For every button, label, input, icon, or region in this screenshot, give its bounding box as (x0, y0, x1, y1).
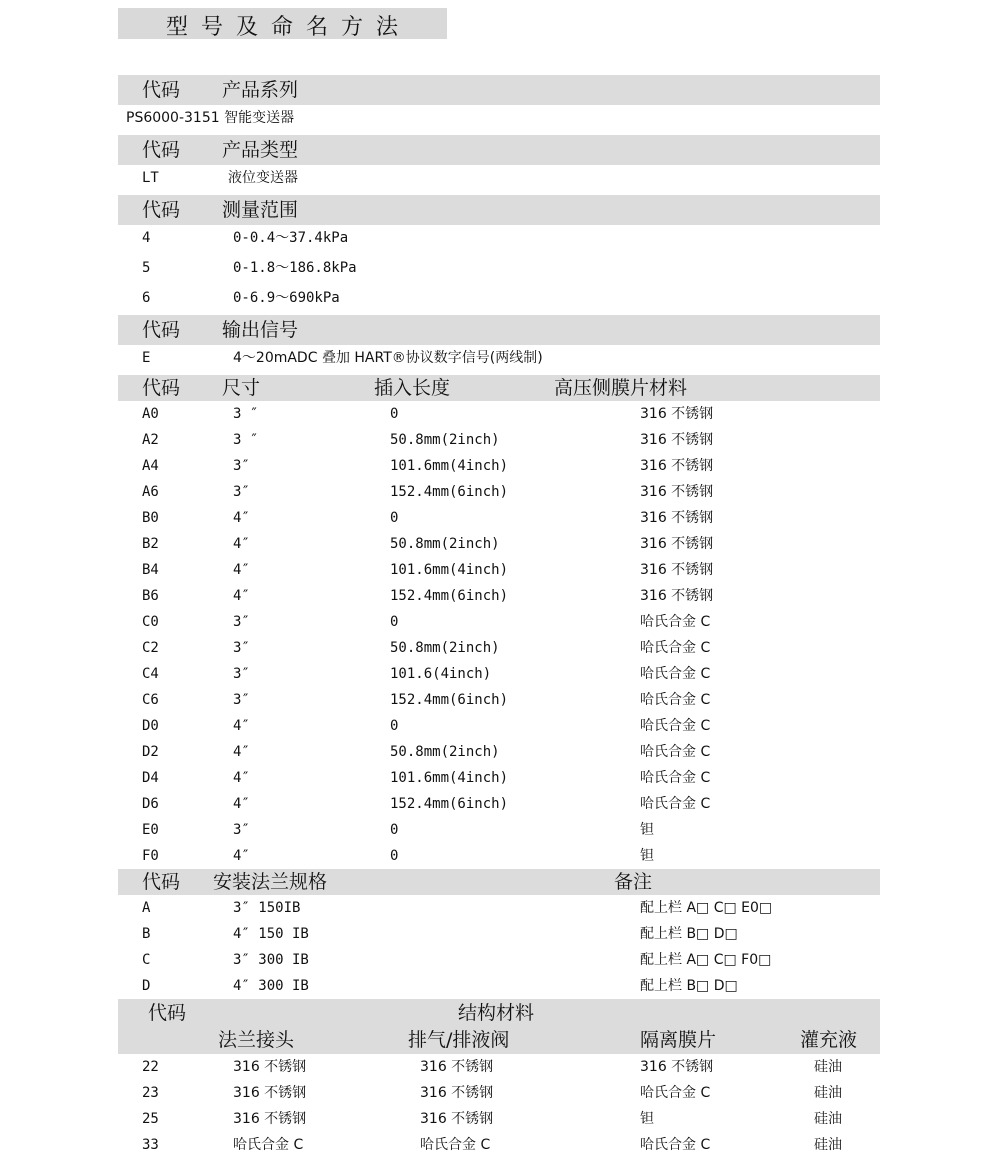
section-header-product-series (118, 75, 880, 105)
table-row (118, 479, 880, 505)
row-depth: 0 (390, 822, 399, 838)
table-row (118, 921, 880, 947)
table-row (118, 687, 880, 713)
header-flange: 法兰接头 (218, 1029, 295, 1051)
row-code: B (142, 926, 151, 942)
header-code: 代码 (142, 79, 181, 101)
row-depth: 152.4mm(6inch) (390, 588, 509, 604)
row-size: 3″ (233, 484, 250, 500)
row-size: 3″ (233, 692, 250, 708)
row-code: B6 (142, 588, 159, 604)
row-material: 316 不锈钢 (640, 588, 714, 604)
row-material: 316 不锈钢 (640, 484, 714, 500)
page-title-bar (118, 8, 447, 39)
row-code: 23 (142, 1085, 159, 1101)
row-depth: 0 (390, 510, 399, 526)
row-code: C6 (142, 692, 159, 708)
row-depth: 101.6mm(4inch) (390, 770, 509, 786)
row-fill: 硅油 (814, 1137, 842, 1153)
section-header-structure (118, 999, 880, 1054)
row-code: D2 (142, 744, 159, 760)
section-header-flange (118, 869, 880, 895)
row-depth: 101.6(4inch) (390, 666, 492, 682)
header-code: 代码 (142, 319, 181, 341)
table-row (118, 947, 880, 973)
row-material: 316 不锈钢 (640, 458, 714, 474)
section-header-output (118, 315, 880, 345)
row-code: A0 (142, 406, 159, 422)
section-header-range (118, 195, 880, 225)
row-spec: 4″ 150 IB (233, 926, 309, 942)
table-row (118, 713, 880, 739)
table-row (118, 661, 880, 687)
row-code: 6 (142, 290, 151, 306)
row-depth: 50.8mm(2inch) (390, 536, 500, 552)
row-material: 钽 (640, 848, 654, 864)
row-material: 哈氏合金 C (640, 666, 711, 682)
row-depth: 101.6mm(4inch) (390, 458, 509, 474)
header-name: 输出信号 (222, 319, 299, 341)
table-row (118, 895, 880, 921)
row-material: 哈氏合金 C (640, 796, 711, 812)
row-code: C (142, 952, 151, 968)
table-row (118, 843, 880, 869)
row-code: F0 (142, 848, 159, 864)
row-vent: 316 不锈钢 (420, 1059, 494, 1075)
table-row (118, 1132, 880, 1158)
row-diaphragm: 钽 (640, 1111, 654, 1127)
row-code: E (142, 350, 151, 366)
row-code: LT (142, 170, 159, 186)
header-name: 产品系列 (222, 79, 299, 101)
row-code: B0 (142, 510, 159, 526)
table-row (118, 165, 880, 191)
header-code: 代码 (142, 871, 181, 893)
row-size: 3″ (233, 614, 250, 630)
row-code: 5 (142, 260, 151, 276)
row-code: A (142, 900, 151, 916)
row-code: 22 (142, 1059, 159, 1075)
table-row (118, 531, 880, 557)
row-depth: 50.8mm(2inch) (390, 744, 500, 760)
header-code: 代码 (142, 199, 181, 221)
row-size: 4″ (233, 744, 250, 760)
row-spec: 3″ 150IB (233, 900, 301, 916)
row-material: 316 不锈钢 (640, 562, 714, 578)
table-row (118, 973, 880, 999)
row-code: B4 (142, 562, 159, 578)
header-size: 尺寸 (222, 377, 261, 399)
row-depth: 101.6mm(4inch) (390, 562, 509, 578)
row-code: D4 (142, 770, 159, 786)
row-size: 3″ (233, 640, 250, 656)
row-size: 3″ (233, 666, 250, 682)
row-material: 哈氏合金 C (640, 770, 711, 786)
row-note: 配上栏 A□ C□ F0□ (640, 952, 772, 968)
row-depth: 0 (390, 614, 399, 630)
header-name: 安装法兰规格 (213, 871, 328, 893)
header-note: 备注 (614, 871, 653, 893)
row-size: 4″ (233, 510, 250, 526)
row-fill: 硅油 (814, 1059, 842, 1075)
row-material: 316 不锈钢 (640, 432, 714, 448)
row-code: D6 (142, 796, 159, 812)
row-code: E0 (142, 822, 159, 838)
row-spec: 4″ 300 IB (233, 978, 309, 994)
row-code: A2 (142, 432, 159, 448)
row-flange: 316 不锈钢 (233, 1059, 307, 1075)
row-depth: 0 (390, 406, 399, 422)
row-text: PS6000-3151 智能变送器 (126, 110, 295, 126)
table-row (118, 739, 880, 765)
row-spec: 3″ 300 IB (233, 952, 309, 968)
row-size: 4″ (233, 562, 250, 578)
table-row (118, 1080, 880, 1106)
row-code: 4 (142, 230, 151, 246)
row-depth: 50.8mm(2inch) (390, 432, 500, 448)
row-code: 33 (142, 1137, 159, 1153)
row-size: 3″ (233, 458, 250, 474)
row-size: 4″ (233, 718, 250, 734)
row-desc: 0-1.8～186.8kPa (233, 260, 357, 276)
table-row (118, 817, 880, 843)
table-row (118, 609, 880, 635)
row-size: 3″ (233, 822, 250, 838)
row-depth: 152.4mm(6inch) (390, 484, 509, 500)
row-code: A6 (142, 484, 159, 500)
row-size: 4″ (233, 770, 250, 786)
row-material: 哈氏合金 C (640, 640, 711, 656)
row-size: 4″ (233, 848, 250, 864)
header-code: 代码 (142, 377, 181, 399)
table-row (118, 765, 880, 791)
table-row (118, 105, 880, 131)
row-material: 316 不锈钢 (640, 536, 714, 552)
header-material: 高压侧膜片材料 (554, 377, 688, 399)
row-material: 哈氏合金 C (640, 692, 711, 708)
row-desc: 0-0.4～37.4kPa (233, 230, 349, 246)
row-depth: 0 (390, 718, 399, 734)
table-row (118, 583, 880, 609)
row-code: 25 (142, 1111, 159, 1127)
row-note: 配上栏 B□ D□ (640, 978, 738, 994)
table-row (118, 225, 880, 251)
row-flange: 316 不锈钢 (233, 1111, 307, 1127)
header-fill: 灌充液 (800, 1029, 858, 1051)
table-row (118, 345, 880, 371)
row-size: 3 ″ (233, 406, 259, 422)
header-code: 代码 (142, 139, 181, 161)
row-size: 4″ (233, 536, 250, 552)
header-code: 代码 (148, 1002, 187, 1024)
table-row (118, 427, 880, 453)
header-name: 测量范围 (222, 199, 299, 221)
row-code: D (142, 978, 151, 994)
row-code: C4 (142, 666, 159, 682)
row-depth: 0 (390, 848, 399, 864)
row-vent: 316 不锈钢 (420, 1111, 494, 1127)
row-depth: 50.8mm(2inch) (390, 640, 500, 656)
header-vent: 排气/排液阀 (408, 1029, 510, 1051)
table-row (118, 1054, 880, 1080)
row-code: B2 (142, 536, 159, 552)
row-note: 配上栏 A□ C□ E0□ (640, 900, 773, 916)
row-vent: 316 不锈钢 (420, 1085, 494, 1101)
section-header-diaphragm (118, 375, 880, 401)
row-material: 316 不锈钢 (640, 406, 714, 422)
row-depth: 152.4mm(6inch) (390, 692, 509, 708)
header-name: 产品类型 (222, 139, 299, 161)
row-material: 哈氏合金 C (640, 614, 711, 630)
table-row (118, 635, 880, 661)
table-row (118, 285, 880, 311)
row-material: 哈氏合金 C (640, 744, 711, 760)
section-header-product-type (118, 135, 880, 165)
row-diaphragm: 316 不锈钢 (640, 1059, 714, 1075)
header-diaphragm: 隔离膜片 (640, 1029, 717, 1051)
row-flange: 316 不锈钢 (233, 1085, 307, 1101)
row-depth: 152.4mm(6inch) (390, 796, 509, 812)
table-row (118, 401, 880, 427)
row-desc: 0-6.9～690kPa (233, 290, 340, 306)
row-diaphragm: 哈氏合金 C (640, 1085, 711, 1101)
row-fill: 硅油 (814, 1111, 842, 1127)
row-vent: 哈氏合金 C (420, 1137, 491, 1153)
row-size: 3 ″ (233, 432, 259, 448)
row-size: 4″ (233, 796, 250, 812)
row-material: 316 不锈钢 (640, 510, 714, 526)
row-code: C0 (142, 614, 159, 630)
row-desc: 液位变送器 (228, 170, 298, 186)
table-row (118, 453, 880, 479)
page-title: 型号及命名方法 (166, 15, 412, 40)
header-depth: 插入长度 (374, 377, 451, 399)
row-fill: 硅油 (814, 1085, 842, 1101)
row-code: C2 (142, 640, 159, 656)
row-material: 钽 (640, 822, 654, 838)
row-code: A4 (142, 458, 159, 474)
row-desc: 4～20mADC 叠加 HART®协议数字信号(两线制) (233, 350, 543, 366)
table-row (118, 557, 880, 583)
header-group: 结构材料 (458, 1002, 535, 1024)
row-code: D0 (142, 718, 159, 734)
table-row (118, 255, 880, 281)
row-material: 哈氏合金 C (640, 718, 711, 734)
row-flange: 哈氏合金 C (233, 1137, 304, 1153)
row-diaphragm: 哈氏合金 C (640, 1137, 711, 1153)
table-row (118, 505, 880, 531)
table-row (118, 1106, 880, 1132)
table-row (118, 791, 880, 817)
row-note: 配上栏 B□ D□ (640, 926, 738, 942)
row-size: 4″ (233, 588, 250, 604)
